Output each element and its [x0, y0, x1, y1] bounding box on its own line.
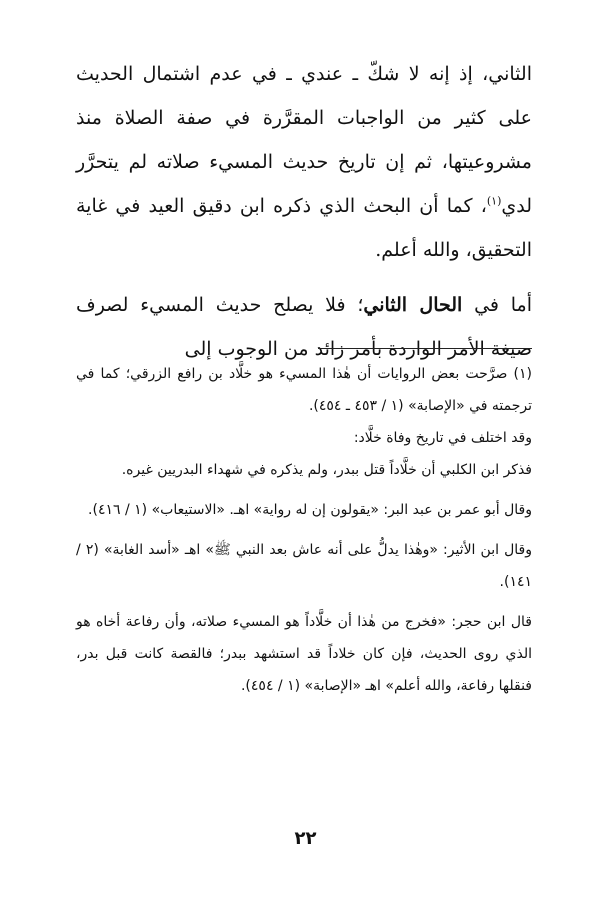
- footnote-1: (١) صرَّحت بعض الروايات أن هٰذا المسيء هو خلَّاد بن رافع الزرقي؛ كما في ترجمته في «الإصابة» (١ / ٤٥٣ ـ ٤٥٤).: [76, 366, 532, 414]
- paragraph-1-text: الثاني، إذ إنه لا شكّ ـ عندي ـ في عدم اشتمال الحديث على كثير من الواجبات المقرَّرة في صفة الصلاة منذ مشروعيتها، ثم إن تاريخ حديث المسيء صلاته لم يتحرَّر لدي: [76, 63, 532, 217]
- paragraph-1-ending: ، كما أن البحث الذي ذكره ابن دقيق العيد في غاية التحقيق، والله أعلم.: [76, 195, 532, 261]
- paragraph-2-rest: ؛ فلا يصلح حديث المسيء لصرف صيغة الأمر الواردة بأمر زائد من الوجوب إلى: [76, 294, 532, 360]
- main-paragraph-1: [76, 52, 532, 272]
- footnote-reference[interactable]: (١): [486, 194, 502, 208]
- footnote-1-line-4: وقال أبو عمر بن عبد البر: «يقولون إن له رواية» اهـ. «الاستيعاب» (١ / ٤١٦).: [88, 502, 532, 518]
- footnote-1-line-5: وقال ابن الأثير: «وهٰذا يدلُّ على أنه عاش بعد النبي ﷺ» اهـ «أسد الغابة» (٢ / ١٤١).: [76, 542, 533, 590]
- footnote-1-line-2: وقد اختلف في تاريخ وفاة خلَّاد:: [353, 430, 532, 446]
- footnote-separator: [318, 348, 532, 349]
- paragraph-2-bold-phrase: الحال الثاني: [363, 294, 463, 316]
- footnote-1-line-6: قال ابن حجر: «فخرج من هٰذا أن خلَّاداً هو المسيء صلاته، وأن رفاعة أخاه هو الذي روى الحديث، فإن كان خلاداً قد استشهد ببدر؛ فالقصة كانت قبل بدر، فنقلها رفاعة، والله أعلم» اهـ «الإصابة» (١ / ٤٥٤).: [76, 614, 532, 694]
- footnotes-block: [76, 358, 532, 702]
- page-number: ٢٢: [294, 828, 317, 849]
- footnote-1-line-3: فذكر ابن الكلبي أن خلَّاداً قتل ببدر، ولم يذكره في شهداء البدريين غيره.: [121, 462, 532, 478]
- paragraph-2-start: أما في: [462, 294, 532, 316]
- main-text-block: [76, 52, 532, 371]
